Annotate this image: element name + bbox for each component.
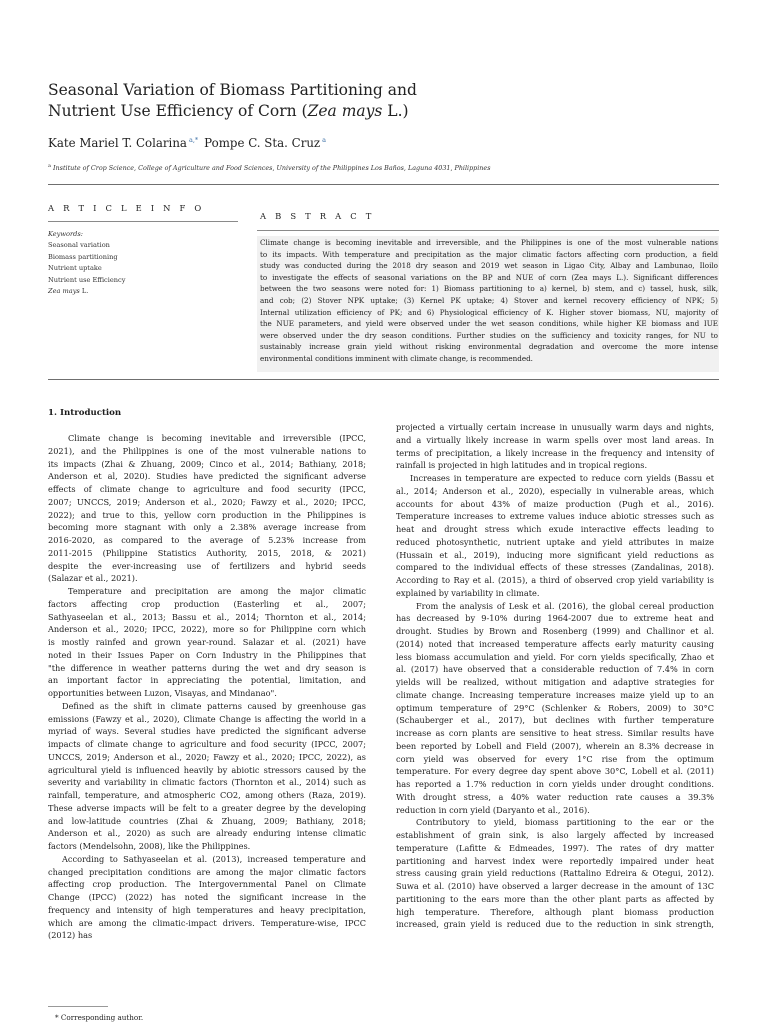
abstract-bottom-divider xyxy=(48,379,719,380)
text-line: 2007; UNCCS, 2019; Anderson et al., 2020; Fawzy et al., 2020; IPCC, xyxy=(48,496,366,507)
text-line: environmental conditions imminent with climate change, is recommended. xyxy=(260,353,533,363)
text-line: explained by variability in climate. xyxy=(396,587,540,598)
keyword-species-tail: L. xyxy=(79,287,89,296)
text-line: affecting crop production. The Intergovernmental Panel on Climate xyxy=(48,879,366,890)
author-list xyxy=(48,136,326,150)
keyword-item: Biomass partitioning xyxy=(48,252,118,261)
title-line-1: Seasonal Variation of Biomass Partitioning and xyxy=(48,81,417,99)
abstract-heading: A B S T R A C T xyxy=(260,211,375,221)
keyword-item: Nutrient uptake xyxy=(48,264,102,273)
text-line: study was conducted during the 2018 dry season and 2019 wet season in Ligao City, Albay and Lambunao, Iloilo xyxy=(260,261,718,271)
text-line: Temperature and precipitation are among the major climatic xyxy=(68,586,366,596)
text-line: heat and drought stress which exude interactive effects leading to xyxy=(396,524,714,534)
text-line: temperature. For every degree day spent above 30°C, Lobell et al. (2011) xyxy=(396,766,714,777)
text-line: corn yield was observed for every 1°C rise from the optimum xyxy=(396,753,714,764)
text-line: rainfall is projected in high latitudes and in tropical regions. xyxy=(396,460,648,471)
text-line: despite the ever-increasing use of fertilizers and hybrid seeds xyxy=(48,560,366,571)
text-line: between the two seasons were noted for: 1) Biomass partitioning to a) kernel, b) stem, and c) tassel, husk, silk, xyxy=(260,284,718,294)
title-line-2-text: Nutrient Use Efficiency of Corn ( xyxy=(48,102,308,120)
text-line: less biomass accumulation and yield. For corn yields specifically, Zhao et xyxy=(396,651,714,662)
text-line: (Salazar et al., 2021). xyxy=(48,573,138,584)
text-line: Anderson et al., 2020; IPCC, 2022), more so for Philippine corn which xyxy=(48,624,366,635)
left-column xyxy=(48,432,366,942)
text-line: an important factor in appreciating the potential, limitation, and xyxy=(48,675,366,686)
text-line: (2012) has xyxy=(48,930,93,941)
title-line-2 xyxy=(48,101,608,122)
text-line: Anderson et al., 2020) as such are already enduring intense climatic xyxy=(48,828,366,839)
text-line: According to Ray et al. (2015), a third of observed crop yield variability is xyxy=(396,575,714,585)
text-line: and low-latitude countries (Zhai & Zhuang, 2009; Bathiany, 2018; xyxy=(48,815,366,826)
abstract-divider xyxy=(257,230,719,231)
title-species: Zea mays xyxy=(307,102,383,120)
affiliation-text: Institute of Crop Science, College of Agriculture and Food Sciences, University of the Philippines Los Baños, Laguna 4031, Philippines xyxy=(53,164,491,172)
text-line: has reported a 1.7% reduction in corn yields under drought conditions. xyxy=(396,779,714,789)
right-column xyxy=(396,421,714,931)
text-line: its impacts (Zhai & Zhuang, 2009; Cinco et al., 2014; Bathiany, 2018; xyxy=(48,458,366,469)
text-line: factors affecting crop production (Easterling et al., 2007; xyxy=(48,598,366,609)
text-line: yields will be realized, without mitigation and adaptive strategies for xyxy=(396,677,714,687)
article-info-divider xyxy=(48,221,238,222)
text-line: Climate change is becoming inevitable and irreversible, and the Philippines is one of the most vulnerable nations xyxy=(260,238,718,247)
keyword-item: Nutrient use Efficiency xyxy=(48,275,126,284)
text-line: were observed under the dry season conditions. Further studies on the sufficiency and toxicity ranges, for NU to xyxy=(260,330,718,340)
text-line: Suwa et al. (2010) have observed a larger decrease in the amount of 13C xyxy=(396,881,714,891)
article-title xyxy=(48,80,608,122)
article-info-heading: A R T I C L E I N F O xyxy=(48,203,205,213)
text-line: drought. Studies by Brown and Rosenberg (1999) and Challinor et al. xyxy=(396,626,714,636)
text-line: and a virtually likely increase in warm spells over most land areas. In xyxy=(396,434,714,445)
author-name: Kate Mariel T. Colarina xyxy=(48,136,187,150)
text-line: "the difference in weather patterns during the wet and dry season is xyxy=(48,662,366,673)
footnote-divider xyxy=(48,1006,108,1007)
text-line: emissions (Fawzy et al., 2020), Climate Change is affecting the world in a xyxy=(48,713,366,724)
text-line: terms of precipitation, a likely increase in the frequency and intensity of xyxy=(396,447,714,458)
keyword-species: Zea mays xyxy=(48,287,80,296)
text-line: al., 2014; Anderson et al., 2020), especially in vulnerable areas, which xyxy=(396,485,714,496)
text-line: which are among the climatic-impact drivers. Temperature-wise, IPCC xyxy=(48,917,366,928)
text-line: rainfall, temperature, and atmospheric CO2, among others (Raza, 2019). xyxy=(48,790,366,800)
text-line: establishment of grain sink, is also largely affected by increased xyxy=(396,830,714,840)
author-affiliation-mark[interactable]: a,* xyxy=(188,136,199,144)
affiliation-mark: a xyxy=(48,163,51,169)
text-line: According to Sathyaseelan et al. (2013), increased temperature and xyxy=(62,853,366,864)
text-line: Change (IPCC) (2022) has noted the significant increase in the xyxy=(48,892,366,902)
text-line: and cob; (2) Stover NPK uptake; (3) Kernel PK uptake; 4) Stover and kernel recovery efficiency of NPK; 5) xyxy=(260,295,718,305)
text-line: the NUE parameters, and yield were observed under the wet season conditions, while higher KE biomass and IUE xyxy=(260,319,718,329)
text-line: reduction in corn yield (Daryanto et al., 2016). xyxy=(396,804,590,815)
text-line: optimum temperature of 29°C (Schlenker & Robers, 2009) to 30°C xyxy=(396,702,714,713)
affiliation xyxy=(48,163,490,172)
text-line: partitioning to the ears more than the other plant parts as affected by xyxy=(396,893,714,904)
text-line: myriad of ways. Several studies have predicted the significant adverse xyxy=(48,726,366,737)
text-line: opportunities between Luzon, Visayas, and Mindanao". xyxy=(48,688,277,698)
text-line: Defined as the shift in climate patterns caused by greenhouse gas xyxy=(62,700,366,711)
text-line: severity and variability in climatic factors (Thornton et al., 2014) such as xyxy=(48,777,366,788)
text-line: 2016-2020, as compared to the average of 5.23% increase from xyxy=(48,535,366,545)
text-line: (Hussain et al., 2019), inducing more significant yield reductions as xyxy=(396,549,714,560)
title-tail: L.) xyxy=(382,102,409,120)
text-line: increase as corn plants are sensitive to heat stress. Similar results have xyxy=(396,728,714,738)
text-line: Contributory to yield, biomass partitioning to the ear or the xyxy=(416,817,714,828)
text-line: From the analysis of Lesk et al. (2016), the global cereal production xyxy=(416,600,714,611)
text-line: (Schauberger et al., 2017), but declines with further temperature xyxy=(396,715,714,726)
text-line: compared to the individual effects of these stresses (Zandalinas, 2018). xyxy=(396,562,714,573)
text-line: 2021), and the Philippines is one of the most vulnerable nations to xyxy=(48,445,366,456)
text-line: sustainably increase grain yield without risking environmental degradation and overcome the more intense xyxy=(260,342,718,352)
text-line: stress causing grain yield reductions (Rattalino Edreira & Otegui, 2012). xyxy=(396,868,714,879)
text-line: These adverse impacts will be felt to a greater degree by the developing xyxy=(48,802,366,813)
text-line: Increases in temperature are expected to reduce corn yields (Bassu et xyxy=(410,473,714,483)
section-heading: 1. Introduction xyxy=(48,408,122,418)
text-line: Anderson et al, 2020). Studies have predicted the significant adverse xyxy=(48,471,366,482)
text-line: increased, grain yield is reduced due to the reduction in sink strength, xyxy=(396,919,714,930)
text-line: Climate change is becoming inevitable and irreversible (IPCC, xyxy=(68,433,366,443)
header-divider xyxy=(48,184,719,185)
author-affiliation-mark-2[interactable]: a xyxy=(322,136,327,144)
text-line: changed precipitation conditions are among the major climatic factors xyxy=(48,866,366,877)
text-line: UNCCS, 2019; Anderson et al., 2020; Fawzy et al., 2020; IPCC, 2022), as xyxy=(48,751,366,762)
text-line: is mostly rainfed and grown year-round. Salazar et al. (2021) have xyxy=(48,637,366,647)
text-line: frequency and intensity of high temperatures and heavy precipitation, xyxy=(48,904,366,915)
text-line: high temperature. Therefore, although plant biomass production xyxy=(396,906,714,917)
author-name-2: Pompe C. Sta. Cruz xyxy=(204,136,321,150)
text-line: climate change. Increasing temperature increases maize yield up to an xyxy=(396,689,714,700)
text-line: accounts for about 43% of maize production (Pugh et al., 2016). xyxy=(396,498,714,509)
text-line: been reported by Lobell and Field (2007), wherein an 8.3% decrease in xyxy=(396,740,714,751)
text-line: effects of climate change to agriculture and food security (IPCC, xyxy=(48,484,366,494)
keyword-item: Seasonal variation xyxy=(48,241,110,250)
abstract-text xyxy=(260,237,718,365)
text-line: to investigate the effects of seasonal variations on the BP and NUE of corn (Zea mays L.). Significant differences xyxy=(260,272,718,282)
text-line: partitioning and harvest index were reportedly impaired under heat xyxy=(396,855,714,866)
keywords-block xyxy=(48,229,238,297)
text-line: (2014) noted that increased temperature affects early maturity causing xyxy=(396,638,714,649)
footnote: * Corresponding author. xyxy=(55,1013,144,1022)
text-line: With drought stress, a 40% water reduction rate causes a 39.3% xyxy=(396,791,714,802)
text-line: 2022); and true to this, yellow corn production in the Philippines is xyxy=(48,509,366,520)
text-line: has decreased by 9-10% during 1964-2007 due to extreme heat and xyxy=(396,613,714,624)
text-line: reduced photosynthetic, nutrient uptake and yield attributes in maize xyxy=(396,536,714,547)
text-line: impacts of climate change to agriculture and food security (IPCC, 2007; xyxy=(48,739,366,749)
text-line: noted in their Issues Paper on Corn Industry in the Philippines that xyxy=(48,649,366,660)
text-line: Sathyaseelan et al., 2013; Bassu et al., 2014; Thornton et al., 2014; xyxy=(48,611,366,622)
text-line: becoming more stagnant with only a 2.38% average increase from xyxy=(48,522,366,533)
keyword-item xyxy=(48,286,238,297)
text-line: 2011-2015 (Philippine Statistics Authority, 2015, 2018, & 2021) xyxy=(48,547,366,558)
text-line: temperature (Lafitte & Edmeades, 1997). The rates of dry matter xyxy=(396,842,714,853)
text-line: factors (Mendelsohn, 2008), like the Philippines. xyxy=(48,841,251,851)
text-line: al. (2017) have observed that a considerable reduction of 7.4% in corn xyxy=(396,664,714,675)
text-line: Internal utilization efficiency of PK; and 6) Physiological efficiency of K. Higher stover biomass, NU, majority of xyxy=(260,307,718,317)
text-line: to its impacts. With temperature and precipitation as the major climatic factors affecting corn production, a field xyxy=(260,249,718,259)
text-line: projected a virtually certain increase in unusually warm days and nights, xyxy=(396,422,714,432)
text-line: Temperature increases to extreme values induce abiotic stresses such as xyxy=(396,511,714,522)
keywords-label: Keywords: xyxy=(48,230,83,238)
text-line: agricultural yield is influenced heavily by abiotic stressors caused by the xyxy=(48,764,366,775)
